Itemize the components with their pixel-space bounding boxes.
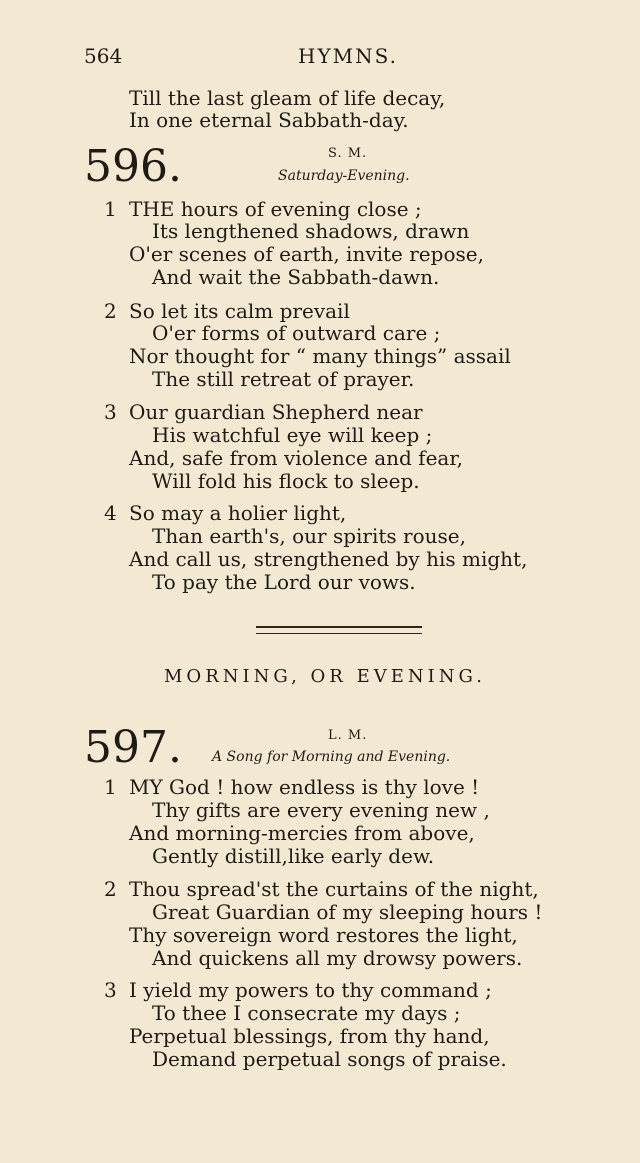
hymn-subtitle: A Song for Morning and Evening. bbox=[212, 749, 451, 765]
verse-number: 2 bbox=[104, 877, 117, 901]
verse-number: 2 bbox=[104, 299, 117, 323]
verse-line: The still retreat of prayer. bbox=[152, 367, 415, 391]
verse-line: Gently distill,like early dew. bbox=[152, 844, 435, 868]
verse-line: And call us, strengthened by his might, bbox=[129, 547, 528, 571]
continuation-line: In one eternal Sabbath-day. bbox=[129, 108, 409, 132]
verse-line: So may a holier light, bbox=[129, 501, 347, 525]
running-title: HYMNS. bbox=[298, 44, 398, 68]
verse-line: To pay the Lord our vows. bbox=[152, 570, 416, 594]
verse-number: 1 bbox=[104, 775, 117, 799]
verse-line: To thee I consecrate my days ; bbox=[152, 1001, 461, 1025]
verse-line: MY God ! how endless is thy love ! bbox=[129, 775, 480, 799]
verse-line: Its lengthened shadows, drawn bbox=[152, 219, 470, 243]
verse-line: Perpetual blessings, from thy hand, bbox=[129, 1024, 490, 1048]
page-header bbox=[84, 44, 500, 72]
hymn-meter: S. M. bbox=[328, 146, 368, 161]
verse-number: 1 bbox=[104, 197, 117, 221]
hymn-number: 597. bbox=[84, 722, 182, 773]
divider-rule bbox=[256, 633, 422, 634]
verse-line: Thy gifts are every evening new , bbox=[152, 798, 490, 822]
verse-line: And wait the Sabbath-dawn. bbox=[152, 265, 440, 289]
verse-number: 4 bbox=[104, 501, 117, 525]
verse-line: O'er forms of outward care ; bbox=[152, 321, 441, 345]
hymn-subtitle: Saturday-Evening. bbox=[278, 168, 410, 184]
verse-line: Nor thought for “ many things” assail bbox=[129, 344, 511, 368]
verse-line: Will fold his flock to sleep. bbox=[152, 469, 420, 493]
verse-line: And, safe from violence and fear, bbox=[129, 446, 464, 470]
hymn-number: 596. bbox=[84, 141, 182, 192]
verse-line: Thy sovereign word restores the light, bbox=[129, 923, 518, 947]
verse-line: So let its calm prevail bbox=[129, 299, 350, 323]
verse-number: 3 bbox=[104, 400, 117, 424]
verse-line: And quickens all my drowsy powers. bbox=[152, 946, 523, 970]
section-heading: MORNING, OR EVENING. bbox=[164, 666, 486, 687]
verse-line: Thou spread'st the curtains of the night, bbox=[129, 877, 539, 901]
page-number: 564 bbox=[84, 44, 123, 68]
continuation-line: Till the last gleam of life decay, bbox=[129, 86, 446, 110]
verse-line: O'er scenes of earth, invite repose, bbox=[129, 242, 484, 266]
verse-number: 3 bbox=[104, 978, 117, 1002]
verse-line: Our guardian Shepherd near bbox=[129, 400, 423, 424]
verse-line: Great Guardian of my sleeping hours ! bbox=[152, 900, 543, 924]
verse-line: Demand perpetual songs of praise. bbox=[152, 1047, 507, 1071]
verse-line: Than earth's, our spirits rouse, bbox=[152, 524, 466, 548]
verse-line: His watchful eye will keep ; bbox=[152, 423, 433, 447]
verse-line: THE hours of evening close ; bbox=[129, 197, 422, 221]
hymn-meter: L. M. bbox=[328, 728, 368, 743]
verse-line: I yield my powers to thy command ; bbox=[129, 978, 492, 1002]
verse-line: And morning-mercies from above, bbox=[129, 821, 475, 845]
divider-rule bbox=[256, 626, 422, 628]
